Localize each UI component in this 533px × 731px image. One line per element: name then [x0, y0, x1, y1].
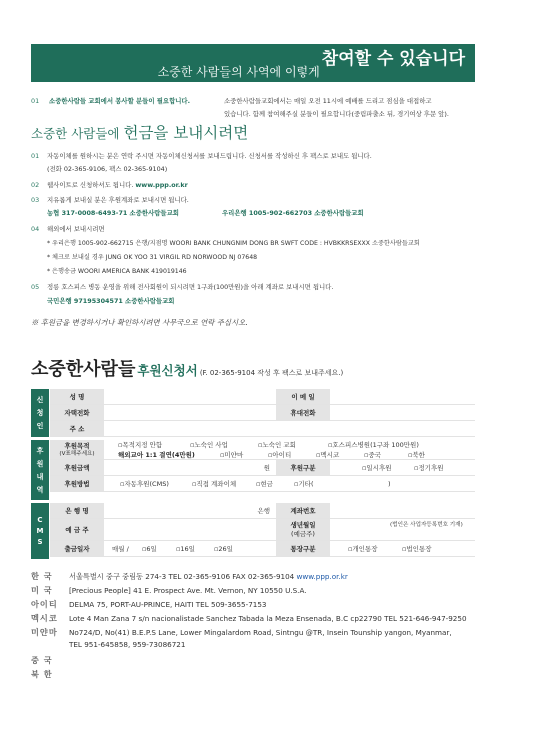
address-myanmar: 미얀마 No724/D, No(41) B.E.P.S Lane, Lower Mingalardom Road, Sintngu @TR, Insein Tounship yangon, Myanmar, — [31, 627, 452, 637]
holder-field[interactable] — [106, 519, 276, 540]
form-title — [31, 355, 343, 381]
cash-item-4: 04 해외에서 보내시려면 — [31, 225, 105, 233]
contact-note: ※ 후원금을 변경하시거나 확인하시려면 사무국으로 연락 주십시오. — [31, 318, 248, 327]
mobile-field[interactable] — [332, 405, 475, 420]
email-label: 이 메 일 — [276, 389, 330, 404]
address-usa: 미 국 [Precious People] 41 E. Prospect Ave. Mt. Vernon, NY 10550 U.S.A. — [31, 585, 307, 595]
banner-big-text: 참여할 수 있습니다 — [321, 49, 465, 69]
purpose-opt-homeless[interactable]: ▫ 노숙인 사업 — [190, 440, 228, 449]
address-label: 주 소 — [50, 421, 104, 436]
home-phone-field[interactable] — [106, 405, 276, 420]
method-label: 후원방법 — [50, 476, 104, 491]
home-phone-label: 자택전화 — [50, 405, 104, 420]
bank-name-field[interactable]: 은행 — [257, 507, 270, 515]
cash-heading-small: 소중한 사람들에 — [31, 126, 120, 141]
method-cms[interactable]: ▫ 자동후원(CMS) — [120, 479, 169, 488]
cash-heading-big: 헌금을 보내시려면 — [123, 124, 249, 142]
withdraw-16[interactable]: ▫ 16일 — [176, 544, 195, 553]
applicant-row-2 — [50, 405, 475, 421]
amount-row — [50, 460, 475, 476]
overseas-bank-1: * 우리은행 1005-902-662715 은행/지점명 WOORI BANK CHUNGNIM DONG BR SWFT CODE : HVBKKRSEXXX 소중한사람들교회 — [47, 240, 420, 247]
footer-website-link[interactable]: www.ppp.or.kr — [296, 572, 348, 581]
cash-item-2: 02 웹사이트로 신청하셔도 됩니다. www.ppp.or.kr — [31, 181, 188, 189]
overseas-bank-2: * 체크로 보내실 경우 JUNG OK YOO 31 VIRGIL RD NORWOOD NJ 07648 — [47, 254, 258, 261]
country-nk[interactable]: ▫ 북한 — [408, 450, 425, 459]
name-field[interactable] — [106, 389, 276, 404]
volunteer-desc-1: 소중한사람들교회에서는 매일 오전 11시에 예배를 드리고 점심을 대접하고 — [224, 97, 432, 105]
country-china[interactable]: ▫ 중국 — [364, 450, 381, 459]
address-field[interactable] — [106, 421, 475, 436]
amount-label: 후원금액 — [50, 460, 104, 475]
section-cms-tab: C M S — [31, 503, 49, 559]
header-banner — [31, 44, 475, 82]
cash-heading — [31, 121, 248, 143]
section-applicant-tab: 신 청 인 — [31, 389, 49, 437]
section-donation-tab: 후 원 내 역 — [31, 440, 49, 500]
address-korea: 한 국 서울특별시 중구 중림동 274-3 TEL 02-365-9106 FAX 02-365-9104 www.ppp.or.kr — [31, 571, 348, 581]
applicant-row-3 — [50, 421, 475, 437]
item-number: 01 — [31, 97, 40, 105]
purpose-row — [50, 440, 475, 460]
address-northkorea: 북 한 — [31, 669, 53, 679]
withdraw-row — [50, 541, 475, 557]
applicant-row-1 — [50, 389, 475, 405]
withdraw-26[interactable]: ▫ 26일 — [214, 544, 233, 553]
type-label: 후원구분 — [276, 460, 330, 475]
address-myanmar-tel: TEL 951-645858, 959-73086721 — [69, 640, 186, 649]
purpose-opt-none[interactable]: ▫ 목적지정 안함 — [118, 440, 163, 449]
method-cash[interactable]: ▫ 현금 — [256, 479, 273, 488]
account-woori: 우리은행 1005-902-662703 소중한사람들교회 — [222, 209, 364, 217]
account-nonghyup: 농협 317-0008-6493-71 소중한사람들교회 — [47, 209, 179, 217]
bank-row — [50, 503, 475, 519]
withdraw-6[interactable]: ▫ 6일 — [142, 544, 157, 553]
account-kookmin: 국민은행 97195304571 소중한사람들교회 — [47, 297, 175, 305]
birth-note: (법인은 사업자등록번호 기재) — [390, 522, 463, 528]
name-label: 성 명 — [50, 389, 104, 404]
form-title-sub: 후원신청서 — [137, 363, 198, 378]
cash-item-1: 01 자동이체를 원하시는 분은 연락 주시면 자동이체신청서를 보내드립니다. 신청서를 작성하신 후 팩스로 보내도 됩니다. — [31, 152, 372, 160]
amount-field[interactable]: 원 — [263, 464, 270, 472]
address-china: 중 국 — [31, 655, 53, 665]
birth-label: 생년월일 (예금주) — [276, 519, 330, 540]
form-title-main: 소중한사람들 — [31, 359, 136, 380]
purpose-label: 후원목적 (V표해주세요) — [50, 440, 104, 459]
method-transfer[interactable]: ▫ 직접 계좌이체 — [192, 479, 237, 488]
withdraw-monthly: 매월 / — [112, 545, 129, 553]
type-once[interactable]: ▫ 일시후원 — [362, 463, 392, 472]
cms-grid — [50, 503, 475, 557]
cash-item-5: 05 정릉 호스피스 병동 운영을 위해 전사회원이 되시려면 1구좌(100만원)을 아래 계좌로 보내시면 됩니다. — [31, 283, 334, 291]
donation-grid — [50, 440, 475, 492]
bank-name-label: 은 행 명 — [50, 503, 104, 518]
cash-item-1-phone: (전화 02-365-9106, 팩스 02-365-9104) — [47, 165, 168, 173]
holder-label: 예 금 주 — [50, 519, 104, 540]
purpose-opt-church[interactable]: ▫ 노숙인 교회 — [258, 440, 296, 449]
account-type-label: 통장구분 — [276, 541, 330, 556]
applicant-grid — [50, 389, 475, 437]
banner-small-text: 소중한 사람들의 사역에 이렇게 — [157, 65, 320, 79]
country-mexico[interactable]: ▫ 멕시코 — [316, 450, 340, 459]
account-type-corporate[interactable]: ▫ 법인통장 — [402, 544, 432, 553]
holder-row — [50, 519, 475, 541]
email-field[interactable] — [332, 389, 475, 404]
address-mexico: 멕시코 Lote 4 Man Zana 7 s/n nacionalistade Sanchez Tabada la Meza Ensenada, B.C cp22790 TEL 521-646-947-9250 — [31, 613, 467, 623]
volunteer-heading: 소중한사람들 교회에서 봉사할 분들이 필요합니다. — [49, 97, 191, 105]
volunteer-row — [31, 97, 190, 106]
account-no-field[interactable] — [332, 503, 475, 518]
volunteer-desc-2: 있습니다. 함께 참여해주실 분들이 필요합니다(중림파출소 뒤, 경기여상 후문 앞). — [224, 110, 449, 118]
mobile-label: 휴대전화 — [276, 405, 330, 420]
purpose-opt-hospice[interactable]: ▫ 호스피스병원(1구좌 100만원) — [328, 440, 419, 449]
cash-item-3: 03 지유롭게 보내실 분은 후원계좌로 보내시면 됩니다. — [31, 196, 189, 204]
method-other-close: ) — [388, 479, 391, 488]
country-myanmar[interactable]: ▫ 미얀마 — [220, 450, 244, 459]
country-haiti[interactable]: ▫ 아이티 — [268, 450, 292, 459]
withdraw-date-label: 출금일자 — [50, 541, 104, 556]
overseas-bank-3: * 은행송금 WOORI AMERICA BANK 419019146 — [47, 268, 187, 275]
form-fax-note: (F. 02-365-9104 작성 후 팩스로 보내주세요.) — [199, 369, 344, 377]
method-other[interactable]: ▫ 기타( — [294, 479, 314, 488]
overseas-sponsor: 해외교아 1:1 결연(4만원) — [118, 451, 195, 459]
website-link[interactable]: www.ppp.or.kr — [135, 181, 188, 189]
account-type-personal[interactable]: ▫ 개인통장 — [348, 544, 378, 553]
address-haiti: 아이티 DELMA 75, PORT-AU-PRINCE, HAITI TEL 509-3655-7153 — [31, 599, 267, 609]
method-row — [50, 476, 475, 492]
account-no-label: 계좌번호 — [276, 503, 330, 518]
type-regular[interactable]: ▫ 정기후원 — [414, 463, 444, 472]
